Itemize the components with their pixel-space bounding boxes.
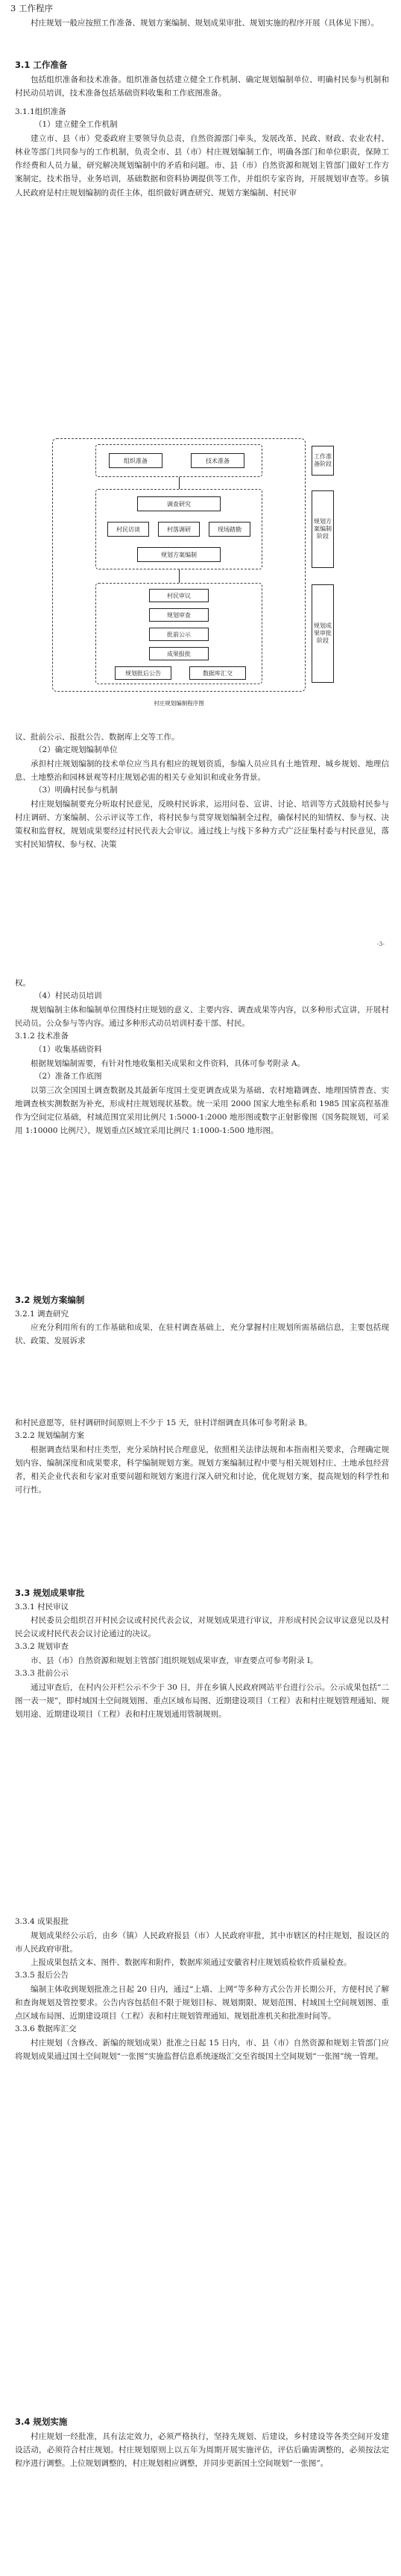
diagram-node-announce: 规划批后公告 <box>115 666 171 680</box>
paragraph-3-1: 包括组织准备和技术准备。组织准备包括建立健全工作机制、确定规划编制单位、明确村民参与机制和村民动员培训，技术准备包括基础资料收集和工作底图准备。 <box>15 75 389 98</box>
item-1-text-b: 议、批前公示、报批公告、数据库上交等工作。 <box>15 733 180 742</box>
diagram-node-plan-review: 规划审查 <box>149 608 209 622</box>
survey-text-b: 和村民意愿等，驻村调研时间原则上不少于 15 天，驻村详细调查具体可参考附录 B。 <box>15 1418 312 1427</box>
page-break <box>0 414 401 426</box>
submit-text-b: 上报成果包括文本、图件、数据库和附件，数据库须通过安徽省村庄规划质检软件质量检查。 <box>31 1957 352 1967</box>
section-3-1-continued-2 <box>0 976 401 1137</box>
diagram-stage2-label: 规划方案编制阶段 <box>312 490 334 568</box>
section-3-1-continued <box>0 730 401 851</box>
section-3-4 <box>0 2415 401 2470</box>
diagram-node-village-talk: 村民访谈 <box>107 522 149 537</box>
item-1-text-a: 建立市、县（市）党委政府主要领导负总责，自然资源部门牵头，发展改革、民政、财政、农业农村、林业等部门共同参与的工作机制，负责全市、县（市）村庄规划编制工作，明确各部门和单位职责，保障工作经费和人员力量，研究解决规划编制中的矛盾和问题。市、县（市）自然资源和规划主管部门做好工作方案制定，技术指导，业务培训，基础数据和资料协调提供等工作，并组织专家咨询，开展规划审查等。乡镇人民政府是村庄规划编制的责任主体，组织做好调查研究、规划方案编制、村民审 <box>15 134 389 198</box>
item-3-text-b: 权。 <box>15 979 31 988</box>
implementation-text: 村庄规划一经批准，具有法定效力，必须严格执行，坚持先规划、后建设，乡村建设等各类空间开发建设活动，必须符合村庄规划。村庄规划原则上以五年为周期开展实施评估，评估后确需调整的，必须按法定程序进行调整。上位规划调整的，村庄规划相应调整，并同步更新国土空间规划“一张图”。 <box>15 2431 389 2468</box>
diagram-stage1-label: 工作准备阶段 <box>312 446 334 476</box>
heading-3-3-4: 3.3.4 成果报批 <box>15 1917 69 1926</box>
page-break <box>0 1394 401 1406</box>
village-review-text: 村民委员会组织召开村民会议或村民代表会议，对规划成果进行审议，并形成村民会议审议意见以及村民会议或村民代表会议讨论通过的决议。 <box>15 1616 389 1639</box>
section-3-3 <box>0 1586 401 1721</box>
plan-draft-text: 根据调查结果和村庄类型，充分采纳村民合理意见，依照相关法律法规和本指南相关要求，合理确定规划内容、编制深度和成果要求，科学编制规划方案。规划方案编制过程中要与相关规划村庄、土地承包经营者，相关企业代表和专家对重要问题和规划方案进行深入研究和讨论，优化规划方案，提高规划的科学性和可行性。 <box>15 1445 389 1495</box>
submit-text-a: 规划成果经公示后，由乡（镇）人民政府报县（市）人民政府审批，其中市辖区的村庄规划，报设区的市人民政府审批。 <box>15 1931 389 1954</box>
section-header <box>0 1 401 30</box>
diagram-node-result-submit: 成果报批 <box>149 647 209 660</box>
item-4-heading: （4）村民动员培训 <box>34 991 102 1001</box>
diagram-connector <box>179 477 180 489</box>
heading-3-3-1: 3.3.1 村民审议 <box>15 1602 69 1611</box>
diagram-node-village-review: 村民审议 <box>149 589 209 602</box>
workflow-diagram <box>52 438 352 716</box>
heading-3-3-6: 3.3.6 数据库汇交 <box>15 2024 77 2033</box>
tech-item-2-heading: （2）准备工作底图 <box>34 1071 102 1081</box>
section-3-3-continued <box>0 1916 401 2063</box>
diagram-node-field-survey: 现场踏勘 <box>209 522 250 537</box>
heading-3-3: 3.3 规划成果审批 <box>15 1588 85 1598</box>
heading-3-3-3: 3.3.3 批前公示 <box>15 1669 69 1679</box>
diagram-node-plan-draft: 规划方案编制 <box>137 547 221 562</box>
item-1-heading: （1）建立健全工作机制 <box>34 120 118 130</box>
heading-3-3-2: 3.3.2 规划审查 <box>15 1642 69 1652</box>
heading-3-2-1: 3.2.1 调查研究 <box>15 1309 69 1319</box>
page-break <box>0 1893 401 1905</box>
diagram-node-db-submit: 数据库汇交 <box>189 666 246 680</box>
section-3-2 <box>0 1293 401 1348</box>
diagram-node-village-research: 村落调研 <box>158 522 200 537</box>
heading-3-1: 3.1 工作准备 <box>15 60 68 70</box>
diagram-connector <box>179 569 180 583</box>
section-3-2-continued <box>0 1416 401 1497</box>
item-2-text: 承担村庄规划编制的技术单位应当具有相应的规划资质，参编人员应具有土地管理、城乡规划、地理信息、土地整治和园林景观等村庄规划必需的相关专业知识和或业务背景。 <box>15 759 389 782</box>
heading-3-1-1: 3.1.1组织准备 <box>15 107 66 116</box>
item-4-text: 规划编制主体和编制单位围绕村庄规划的意义、主要内容、调查成果等内容，以多种形式宣讲，开展村民动员。公众参与等内容。通过多种形式动员培训村委干部、村民。 <box>15 1005 389 1028</box>
section-3-1 <box>0 58 401 200</box>
heading-3-3-5: 3.3.5 报后公告 <box>15 1970 69 1980</box>
diagram-stage1-dash <box>95 444 262 477</box>
page-number: -3- <box>376 941 385 947</box>
diagram-node-survey: 调查研究 <box>137 496 221 511</box>
plan-review-text: 市、县（市）自然资源和规划主管部门组织规划成果审查，审查要点可参考附录 I。 <box>31 1656 318 1666</box>
section-title: 3 工作程序 <box>10 3 53 13</box>
announce-text: 编制主体收到规划批准之日起 20 日内，通过“上墙、上网”等多种方式公告并长期公开，方便村民了解和查询规划及管控要求。公告内容包括但不限于规划目标、规划期限、规划范围、村域国土空间规划图、重点区域布局图、近期建设项目（工程）表和村庄规划管理通知、规划批准机关和批准时间等。 <box>15 1984 389 2021</box>
diagram-stage3-label: 规划成果审批阶段 <box>312 584 334 683</box>
item-2-heading: （2）确定规划编制单位 <box>34 745 118 755</box>
heading-3-2-2: 3.2.2 规划编制方案 <box>15 1431 85 1441</box>
db-submit-text: 村庄规划（含修改、新编的规划成果）批准之日起 15 日内，市、县（市）自然资源和规划主管部门应将规划成果通过国土空间规划“一张图”实施监督信息系统逐级汇交至省级国土空间规划“一张图”统一管理。 <box>15 2038 389 2061</box>
prepublic-text: 通过审查后，在村内公开栏公示不少于 30 日，并在乡镇人民政府网站平台进行公示。公示成果包括“二图一表一规”，即村域国土空间规划图、重点区域布局图、近期建设项目（工程）表和村庄规划管理通知、规划用途、近期建设项目（工程）表和村庄规划通用管制规则。 <box>15 1683 389 1720</box>
item-3-heading: （3）明确村民参与机制 <box>34 785 118 795</box>
diagram-node-tech-prep: 技术准备 <box>191 453 244 468</box>
item-3-text-a: 村庄规划编制要充分听取村民意见，反映村民诉求，运用问卷、宣讲、讨论、培训等方式鼓励村民参与村庄调研、方案编制、公示评议等工作，将村民参与贯穿规划编制全过程，确保村民的知情权、参与权、决策权和监督权，规划成果要经过村民代表大会审议。通过线上与线下多种方式广泛征集村委与村民意见，落实村民知情权、参与权、决策 <box>15 799 389 849</box>
intro-paragraph: 村庄规划一般应按照工作准备、规划方案编制、规划成果审批、规划实施的程序开展（具体见下图）。 <box>31 18 379 28</box>
diagram-node-prepublic: 批前公示 <box>149 628 209 641</box>
heading-3-4: 3.4 规划实施 <box>15 2416 68 2427</box>
page-break <box>0 956 401 967</box>
tech-item-2-text: 以第三次全国国土调查数据及其最新年度国土变更调查成果为基础、农村地籍调查、地理国情普查、实地调查核实测数据为补充，形成村庄规划现状基数。统一采用 2000 国家大地坐标系和 1985 国家高程基准作为空间定位基础，村域范围宜采用比例尺 1:5000-1:2000 地形图或数字正射影像图（国务院规划，可采用 1:10000 比例尺），规划重点区域宜采用比例尺 1:1000-1:500 地形图。 <box>15 1085 389 1135</box>
survey-text-a: 应充分利用所有的工作基础和成果，在驻村调查基础上，充分掌握村庄规划所需基础信息，主要包括现状、政策、发展诉求 <box>15 1323 389 1346</box>
diagram-caption: 村庄规划编制程序图 <box>154 700 204 707</box>
diagram-node-org-prep: 组织准备 <box>109 453 162 468</box>
tech-item-1-heading: （1）收集基础资料 <box>34 1044 102 1054</box>
heading-3-1-2: 3.1.2 技术准备 <box>15 1031 69 1041</box>
tech-item-1-text: 根据规划编制需要，有针对性地收集相关成果和文件资料，具体可参考附录 A。 <box>31 1058 305 1068</box>
heading-3-2: 3.2 规划方案编制 <box>15 1295 85 1305</box>
